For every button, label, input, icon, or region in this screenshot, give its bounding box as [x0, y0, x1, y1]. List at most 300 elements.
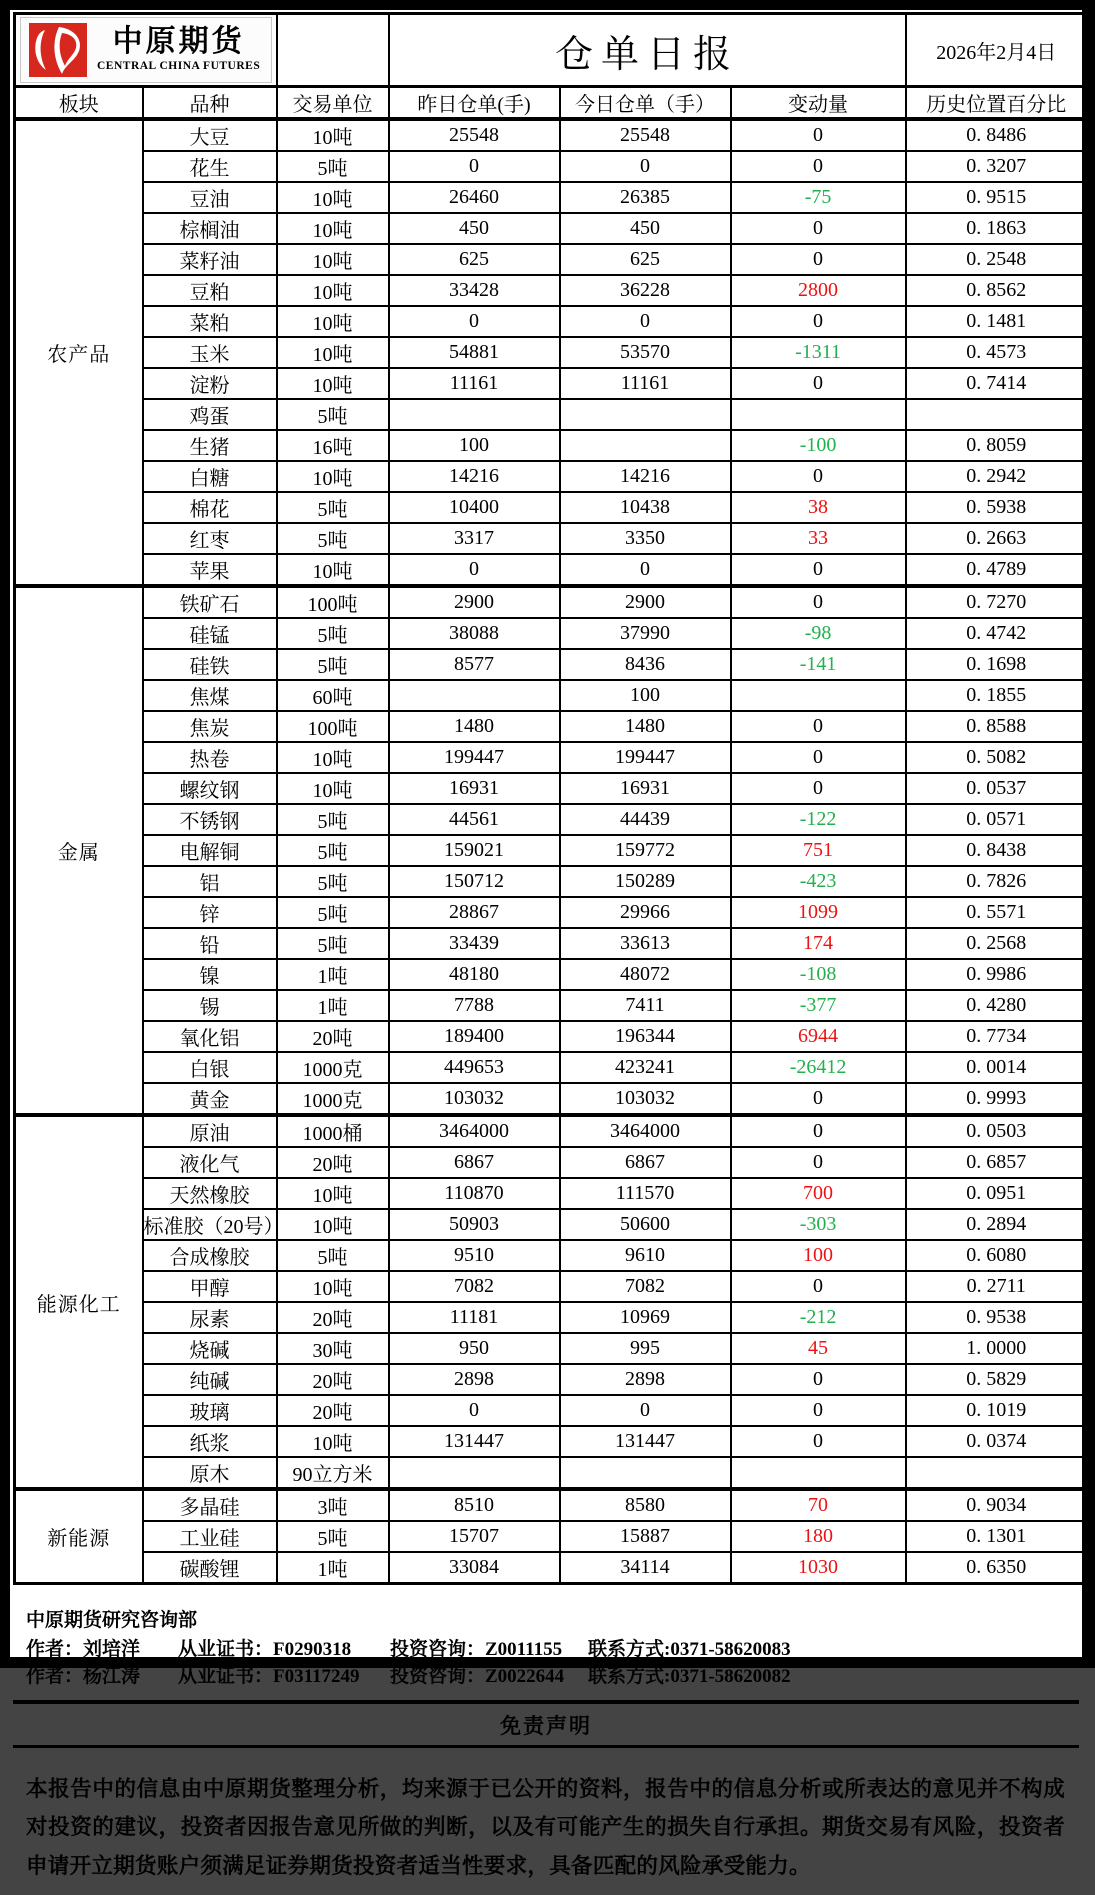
change-cell: -212 [731, 1302, 906, 1333]
unit-cell: 10吨 [277, 182, 389, 213]
yesterday-receipts-cell: 950 [389, 1333, 560, 1364]
variety-cell: 标准胶（20号） [143, 1209, 277, 1240]
yesterday-receipts-cell: 159021 [389, 835, 560, 866]
unit-cell: 100吨 [277, 586, 389, 618]
historical-pct-cell: 0. 0014 [906, 1052, 1088, 1083]
yesterday-receipts-cell [389, 680, 560, 711]
unit-cell: 5吨 [277, 649, 389, 680]
variety-cell: 不锈钢 [143, 804, 277, 835]
today-receipts-cell: 15887 [560, 1521, 731, 1552]
change-cell: 0 [731, 1271, 906, 1302]
today-receipts-cell: 26385 [560, 182, 731, 213]
table-row [15, 1489, 1088, 1521]
historical-pct-cell: 0. 8486 [906, 119, 1088, 151]
today-receipts-cell: 2900 [560, 586, 731, 618]
author-line-segment: 从业证书：F0290318 [178, 1639, 352, 1660]
today-receipts-cell [560, 1457, 731, 1489]
yesterday-receipts-cell: 44561 [389, 804, 560, 835]
yesterday-receipts-cell: 15707 [389, 1521, 560, 1552]
unit-cell: 5吨 [277, 492, 389, 523]
author-line [26, 1636, 1079, 1663]
yesterday-receipts-cell: 2900 [389, 586, 560, 618]
yesterday-receipts-cell: 2898 [389, 1364, 560, 1395]
change-cell: -100 [731, 430, 906, 461]
unit-cell: 10吨 [277, 1271, 389, 1302]
author-line-segment: 从业证书：F03117249 [178, 1666, 360, 1687]
historical-pct-cell: 0. 2894 [906, 1209, 1088, 1240]
yesterday-receipts-cell: 0 [389, 554, 560, 586]
table-row [15, 618, 1088, 649]
table-row [15, 119, 1088, 151]
unit-cell: 100吨 [277, 711, 389, 742]
table-row [15, 990, 1088, 1021]
historical-pct-cell: 0. 5829 [906, 1364, 1088, 1395]
table-row [15, 959, 1088, 990]
variety-cell: 螺纹钢 [143, 773, 277, 804]
today-receipts-cell: 450 [560, 213, 731, 244]
logo-cell [15, 14, 277, 87]
today-receipts-cell: 423241 [560, 1052, 731, 1083]
change-cell: 33 [731, 523, 906, 554]
sector-cell: 金属 [15, 586, 143, 1115]
today-receipts-cell: 995 [560, 1333, 731, 1364]
author-line-segment: 作者：刘培洋 [26, 1639, 141, 1660]
change-cell: -303 [731, 1209, 906, 1240]
author-line-segment: 联系方式:0371-58620083 [588, 1639, 791, 1660]
yesterday-receipts-cell: 3464000 [389, 1115, 560, 1147]
table-row [15, 1083, 1088, 1115]
yesterday-receipts-cell [389, 1457, 560, 1489]
table-row [15, 244, 1088, 275]
historical-pct-cell: 0. 8059 [906, 430, 1088, 461]
today-receipts-cell: 2898 [560, 1364, 731, 1395]
today-receipts-cell: 10969 [560, 1302, 731, 1333]
change-cell: 1099 [731, 897, 906, 928]
unit-cell: 5吨 [277, 866, 389, 897]
table-row [15, 649, 1088, 680]
col-header-variety: 品种 [143, 87, 277, 120]
variety-cell: 纯碱 [143, 1364, 277, 1395]
unit-cell: 10吨 [277, 119, 389, 151]
table-row [15, 151, 1088, 182]
unit-cell: 1吨 [277, 1552, 389, 1584]
yesterday-receipts-cell: 8510 [389, 1489, 560, 1521]
unit-cell: 5吨 [277, 835, 389, 866]
yesterday-receipts-cell: 131447 [389, 1426, 560, 1457]
unit-cell: 1吨 [277, 959, 389, 990]
company-name-cn: 中原期货 [112, 25, 245, 59]
variety-cell: 苹果 [143, 554, 277, 586]
table-row [15, 492, 1088, 523]
historical-pct-cell: 0. 6080 [906, 1240, 1088, 1271]
historical-pct-cell: 0. 8562 [906, 275, 1088, 306]
variety-cell: 硅铁 [143, 649, 277, 680]
historical-pct-cell: 0. 2663 [906, 523, 1088, 554]
unit-cell: 30吨 [277, 1333, 389, 1364]
table-row [15, 1364, 1088, 1395]
table-row [15, 897, 1088, 928]
change-cell: 751 [731, 835, 906, 866]
unit-cell: 10吨 [277, 1178, 389, 1209]
historical-pct-cell: 0. 6350 [906, 1552, 1088, 1584]
variety-cell: 纸浆 [143, 1426, 277, 1457]
today-receipts-cell: 1480 [560, 711, 731, 742]
historical-pct-cell: 0. 2568 [906, 928, 1088, 959]
change-cell: 0 [731, 461, 906, 492]
yesterday-receipts-cell: 3317 [389, 523, 560, 554]
historical-pct-cell: 0. 4742 [906, 618, 1088, 649]
report-header-row [15, 14, 1088, 87]
today-receipts-cell: 100 [560, 680, 731, 711]
historical-pct-cell: 0. 2711 [906, 1271, 1088, 1302]
today-receipts-cell: 16931 [560, 773, 731, 804]
table-row [15, 1426, 1088, 1457]
variety-cell: 锡 [143, 990, 277, 1021]
historical-pct-cell: 0. 8588 [906, 711, 1088, 742]
col-header-change: 变动量 [731, 87, 906, 120]
variety-cell: 菜粕 [143, 306, 277, 337]
table-row [15, 680, 1088, 711]
today-receipts-cell: 10438 [560, 492, 731, 523]
unit-cell: 5吨 [277, 1521, 389, 1552]
table-row [15, 275, 1088, 306]
unit-cell: 10吨 [277, 1209, 389, 1240]
table-row [15, 1302, 1088, 1333]
today-receipts-cell: 131447 [560, 1426, 731, 1457]
change-cell: 70 [731, 1489, 906, 1521]
yesterday-receipts-cell: 103032 [389, 1083, 560, 1115]
unit-cell: 10吨 [277, 773, 389, 804]
today-receipts-cell: 33613 [560, 928, 731, 959]
historical-pct-cell: 0. 7826 [906, 866, 1088, 897]
unit-cell: 5吨 [277, 618, 389, 649]
yesterday-receipts-cell: 9510 [389, 1240, 560, 1271]
change-cell: 0 [731, 244, 906, 275]
company-logo-icon [29, 23, 87, 77]
table-row [15, 1178, 1088, 1209]
yesterday-receipts-cell: 150712 [389, 866, 560, 897]
today-receipts-cell: 25548 [560, 119, 731, 151]
historical-pct-cell: 0. 9538 [906, 1302, 1088, 1333]
today-receipts-cell: 48072 [560, 959, 731, 990]
yesterday-receipts-cell: 10400 [389, 492, 560, 523]
change-cell: 2800 [731, 275, 906, 306]
today-receipts-cell: 8436 [560, 649, 731, 680]
sector-cell: 新能源 [15, 1489, 143, 1584]
yesterday-receipts-cell: 449653 [389, 1052, 560, 1083]
today-receipts-cell: 53570 [560, 337, 731, 368]
yesterday-receipts-cell: 33439 [389, 928, 560, 959]
historical-pct-cell: 0. 9034 [906, 1489, 1088, 1521]
change-cell: 0 [731, 119, 906, 151]
research-department-title: 中原期货研究咨询部 [26, 1610, 198, 1631]
yesterday-receipts-cell: 625 [389, 244, 560, 275]
historical-pct-cell: 0. 9993 [906, 1083, 1088, 1115]
today-receipts-cell: 50600 [560, 1209, 731, 1240]
variety-cell: 生猪 [143, 430, 277, 461]
table-row [15, 306, 1088, 337]
unit-cell: 10吨 [277, 742, 389, 773]
table-row [15, 182, 1088, 213]
yesterday-receipts-cell: 6867 [389, 1147, 560, 1178]
change-cell: 0 [731, 586, 906, 618]
variety-cell: 铁矿石 [143, 586, 277, 618]
today-receipts-cell: 0 [560, 554, 731, 586]
variety-cell: 天然橡胶 [143, 1178, 277, 1209]
change-cell: 0 [731, 1147, 906, 1178]
unit-cell: 10吨 [277, 554, 389, 586]
table-row [15, 586, 1088, 618]
col-header-historical-pct: 历史位置百分比 [906, 87, 1088, 120]
historical-pct-cell: 0. 0571 [906, 804, 1088, 835]
table-row [15, 523, 1088, 554]
author-line-segment: 联系方式:0371-58620082 [588, 1666, 791, 1687]
change-cell: 45 [731, 1333, 906, 1364]
table-row [15, 804, 1088, 835]
table-row [15, 928, 1088, 959]
unit-cell: 5吨 [277, 804, 389, 835]
today-receipts-cell: 11161 [560, 368, 731, 399]
historical-pct-cell: 0. 1481 [906, 306, 1088, 337]
table-row [15, 368, 1088, 399]
change-cell: 0 [731, 368, 906, 399]
unit-cell: 3吨 [277, 1489, 389, 1521]
variety-cell: 烧碱 [143, 1333, 277, 1364]
table-row [15, 1333, 1088, 1364]
variety-cell: 合成橡胶 [143, 1240, 277, 1271]
yesterday-receipts-cell: 7082 [389, 1271, 560, 1302]
unit-cell: 1000克 [277, 1052, 389, 1083]
change-cell: 174 [731, 928, 906, 959]
unit-cell: 5吨 [277, 897, 389, 928]
historical-pct-cell: 0. 0374 [906, 1426, 1088, 1457]
yesterday-receipts-cell: 110870 [389, 1178, 560, 1209]
historical-pct-cell: 0. 1855 [906, 680, 1088, 711]
unit-cell: 1000克 [277, 1083, 389, 1115]
today-receipts-cell: 36228 [560, 275, 731, 306]
change-cell: -1311 [731, 337, 906, 368]
today-receipts-cell: 3464000 [560, 1115, 731, 1147]
yesterday-receipts-cell: 48180 [389, 959, 560, 990]
disclaimer-text: 本报告中的信息由中原期货整理分析，均来源于已公开的资料，报告中的信息分析或所表达的意见并不构成对投资的建议，投资者因报告意见所做的判断，以及有可能产生的损失自行承担。期货交易有风险，投资者申请开立期货账户须满足证券期货投资者适当性要求，具备匹配的风险承受能力。 [26, 1777, 1065, 1878]
variety-cell: 红枣 [143, 523, 277, 554]
today-receipts-cell [560, 430, 731, 461]
variety-cell: 氧化铝 [143, 1021, 277, 1052]
disclaimer-title: 免责声明 [13, 1700, 1079, 1748]
historical-pct-cell: 0. 1301 [906, 1521, 1088, 1552]
variety-cell: 菜籽油 [143, 244, 277, 275]
change-cell: 0 [731, 554, 906, 586]
today-receipts-cell: 34114 [560, 1552, 731, 1584]
unit-cell: 20吨 [277, 1364, 389, 1395]
unit-cell: 20吨 [277, 1021, 389, 1052]
table-row [15, 1457, 1088, 1489]
today-receipts-cell: 0 [560, 306, 731, 337]
historical-pct-cell: 0. 7414 [906, 368, 1088, 399]
yesterday-receipts-cell: 38088 [389, 618, 560, 649]
historical-pct-cell: 0. 2942 [906, 461, 1088, 492]
yesterday-receipts-cell: 0 [389, 151, 560, 182]
historical-pct-cell: 0. 1019 [906, 1395, 1088, 1426]
today-receipts-cell [560, 399, 731, 430]
today-receipts-cell: 199447 [560, 742, 731, 773]
change-cell: 0 [731, 306, 906, 337]
today-receipts-cell: 7082 [560, 1271, 731, 1302]
unit-cell: 10吨 [277, 368, 389, 399]
report-title: 仓单日报 [389, 14, 906, 87]
today-receipts-cell: 8580 [560, 1489, 731, 1521]
variety-cell: 玻璃 [143, 1395, 277, 1426]
change-cell: -377 [731, 990, 906, 1021]
table-row [15, 399, 1088, 430]
historical-pct-cell: 0. 5571 [906, 897, 1088, 928]
today-receipts-cell: 3350 [560, 523, 731, 554]
author-line-segment: 投资咨询：Z0011155 [390, 1639, 563, 1660]
historical-pct-cell: 0. 7270 [906, 586, 1088, 618]
historical-pct-cell: 0. 1698 [906, 649, 1088, 680]
historical-pct-cell [906, 1457, 1088, 1489]
today-receipts-cell: 44439 [560, 804, 731, 835]
col-header-yesterday: 昨日仓单(手) [389, 87, 560, 120]
variety-cell: 尿素 [143, 1302, 277, 1333]
change-cell: -423 [731, 866, 906, 897]
change-cell: 0 [731, 1426, 906, 1457]
variety-cell: 黄金 [143, 1083, 277, 1115]
change-cell: -122 [731, 804, 906, 835]
table-row [15, 1271, 1088, 1302]
variety-cell: 淀粉 [143, 368, 277, 399]
historical-pct-cell: 0. 6857 [906, 1147, 1088, 1178]
unit-cell: 20吨 [277, 1302, 389, 1333]
sector-cell: 能源化工 [15, 1115, 143, 1489]
unit-cell: 20吨 [277, 1147, 389, 1178]
yesterday-receipts-cell: 54881 [389, 337, 560, 368]
unit-cell: 10吨 [277, 337, 389, 368]
table-row [15, 1552, 1088, 1584]
variety-cell: 铅 [143, 928, 277, 959]
yesterday-receipts-cell: 1480 [389, 711, 560, 742]
historical-pct-cell: 0. 9515 [906, 182, 1088, 213]
variety-cell: 花生 [143, 151, 277, 182]
change-cell: 0 [731, 1395, 906, 1426]
change-cell: -141 [731, 649, 906, 680]
change-cell: 100 [731, 1240, 906, 1271]
historical-pct-cell: 0. 0951 [906, 1178, 1088, 1209]
historical-pct-cell: 0. 7734 [906, 1021, 1088, 1052]
author-line-segment: 投资咨询：Z0022644 [390, 1666, 565, 1687]
historical-pct-cell: 0. 0537 [906, 773, 1088, 804]
unit-cell: 90立方米 [277, 1457, 389, 1489]
variety-cell: 铝 [143, 866, 277, 897]
change-cell: 0 [731, 711, 906, 742]
variety-cell: 热卷 [143, 742, 277, 773]
table-row [15, 1115, 1088, 1147]
table-row [15, 1147, 1088, 1178]
yesterday-receipts-cell: 8577 [389, 649, 560, 680]
historical-pct-cell: 0. 4789 [906, 554, 1088, 586]
warehouse-receipt-table [13, 12, 1089, 1585]
today-receipts-cell: 159772 [560, 835, 731, 866]
unit-cell: 10吨 [277, 213, 389, 244]
yesterday-receipts-cell: 7788 [389, 990, 560, 1021]
table-row [15, 1395, 1088, 1426]
table-row [15, 835, 1088, 866]
change-cell: -98 [731, 618, 906, 649]
variety-cell: 白银 [143, 1052, 277, 1083]
change-cell: -75 [731, 182, 906, 213]
table-row [15, 554, 1088, 586]
author-line [26, 1663, 1079, 1690]
yesterday-receipts-cell: 199447 [389, 742, 560, 773]
table-row [15, 1052, 1088, 1083]
variety-cell: 豆油 [143, 182, 277, 213]
change-cell: 0 [731, 213, 906, 244]
sector-cell: 农产品 [15, 119, 143, 586]
unit-cell: 10吨 [277, 1426, 389, 1457]
change-cell: 0 [731, 1083, 906, 1115]
historical-pct-cell: 0. 9986 [906, 959, 1088, 990]
unit-cell: 16吨 [277, 430, 389, 461]
historical-pct-cell: 0. 3207 [906, 151, 1088, 182]
historical-pct-cell: 0. 8438 [906, 835, 1088, 866]
yesterday-receipts-cell: 50903 [389, 1209, 560, 1240]
unit-cell: 10吨 [277, 275, 389, 306]
today-receipts-cell: 37990 [560, 618, 731, 649]
unit-cell: 5吨 [277, 928, 389, 959]
header-empty-cell [277, 14, 389, 87]
table-row [15, 1521, 1088, 1552]
unit-cell: 60吨 [277, 680, 389, 711]
variety-cell: 多晶硅 [143, 1489, 277, 1521]
table-row [15, 711, 1088, 742]
change-cell: 180 [731, 1521, 906, 1552]
change-cell: -26412 [731, 1052, 906, 1083]
table-row [15, 1021, 1088, 1052]
table-row [15, 430, 1088, 461]
today-receipts-cell: 625 [560, 244, 731, 275]
unit-cell: 10吨 [277, 461, 389, 492]
report-content [10, 10, 1082, 1878]
today-receipts-cell: 9610 [560, 1240, 731, 1271]
unit-cell: 10吨 [277, 244, 389, 275]
table-row [15, 337, 1088, 368]
change-cell [731, 680, 906, 711]
table-row [15, 1240, 1088, 1271]
variety-cell: 碳酸锂 [143, 1552, 277, 1584]
historical-pct-cell: 0. 0503 [906, 1115, 1088, 1147]
unit-cell: 10吨 [277, 306, 389, 337]
today-receipts-cell: 111570 [560, 1178, 731, 1209]
historical-pct-cell: 0. 2548 [906, 244, 1088, 275]
unit-cell: 1吨 [277, 990, 389, 1021]
variety-cell: 电解铜 [143, 835, 277, 866]
yesterday-receipts-cell: 189400 [389, 1021, 560, 1052]
change-cell: 0 [731, 1364, 906, 1395]
today-receipts-cell: 29966 [560, 897, 731, 928]
table-row [15, 1209, 1088, 1240]
company-logo-text [97, 27, 260, 73]
yesterday-receipts-cell: 0 [389, 306, 560, 337]
yesterday-receipts-cell: 33428 [389, 275, 560, 306]
variety-cell: 原木 [143, 1457, 277, 1489]
historical-pct-cell: 0. 5082 [906, 742, 1088, 773]
variety-cell: 原油 [143, 1115, 277, 1147]
unit-cell: 5吨 [277, 1240, 389, 1271]
company-name-en: CENTRAL CHINA FUTURES [97, 60, 261, 73]
variety-cell: 豆粕 [143, 275, 277, 306]
table-row [15, 461, 1088, 492]
report-date: 2026年2月4日 [906, 14, 1088, 87]
